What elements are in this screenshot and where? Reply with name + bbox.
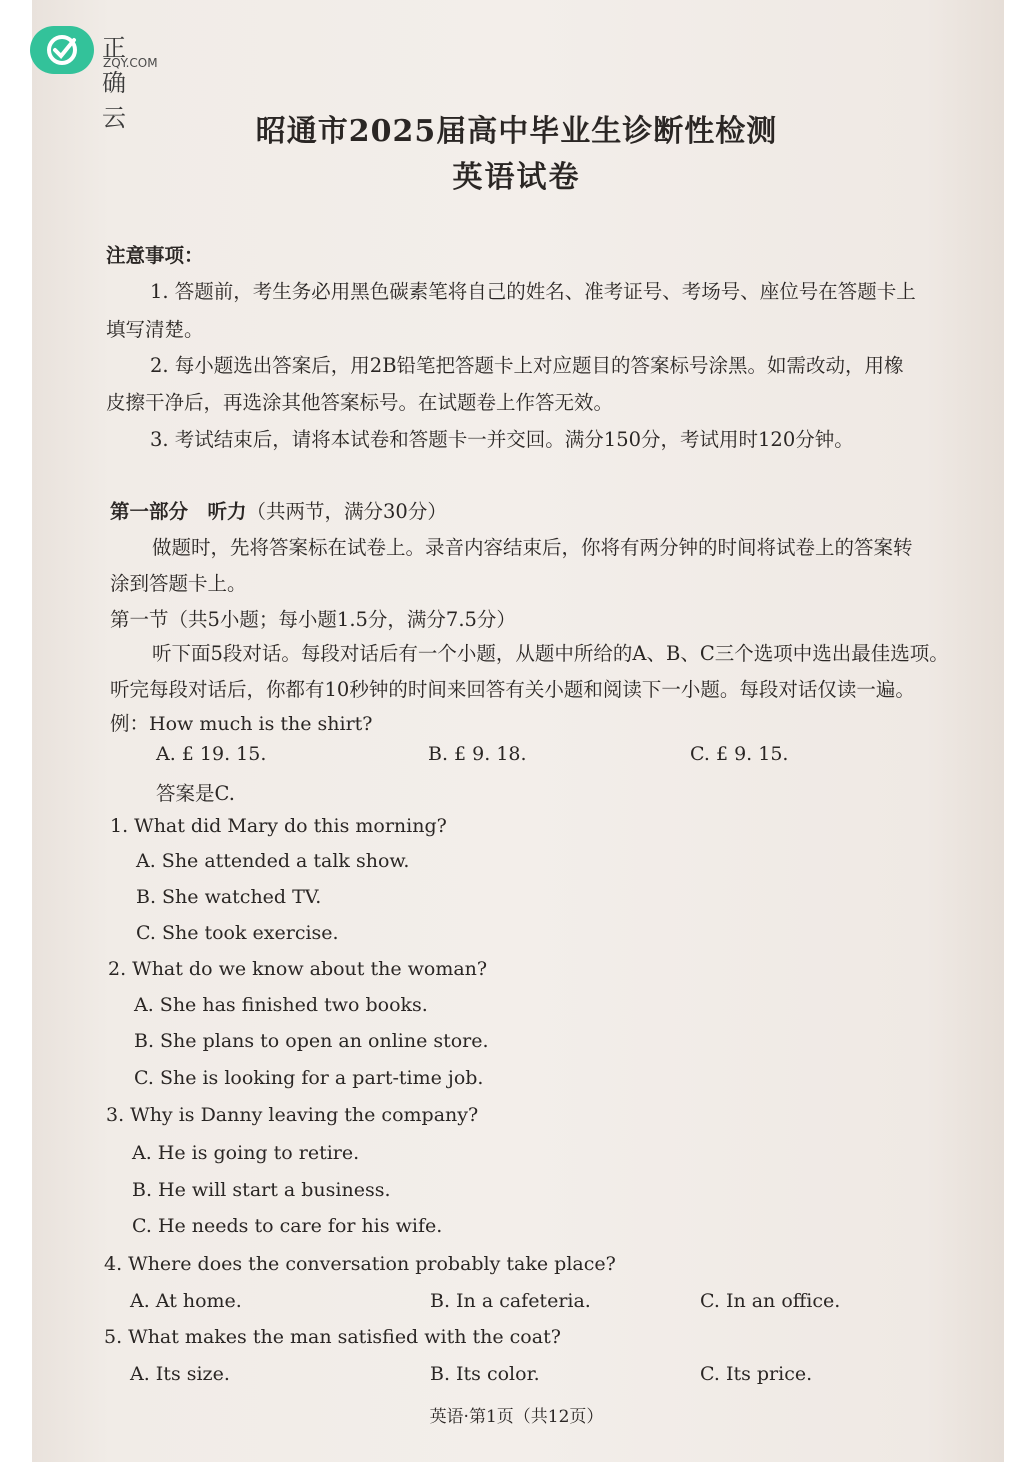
part1-heading-score: （共两节，满分30分） (246, 500, 447, 523)
question-2: 2. What do we know about the woman? (108, 958, 488, 980)
notice-item-1: 1. 答题前，考生务必用黑色碳素笔将自己的姓名、准考证号、考场号、座位号在答题卡上 (150, 280, 916, 303)
question-5-option-a: A. Its size. (130, 1363, 230, 1385)
question-3-option-c: C. He needs to care for his wife. (132, 1215, 443, 1237)
notice-item-2: 2. 每小题选出答案后，用2B铅笔把答题卡上对应题目的答案标号涂黑。如需改动，用橡 (150, 354, 904, 377)
question-5-option-b: B. Its color. (430, 1363, 540, 1385)
question-4-option-b: B. In a cafeteria. (430, 1290, 591, 1312)
example-label: 例： (110, 712, 150, 735)
part1-intro-cont: 涂到答题卡上。 (110, 572, 247, 595)
section1-instructions: 听下面5段对话。每段对话后有一个小题，从题中所给的A、B、C三个选项中选出最佳选项。 (152, 642, 949, 665)
notice-item-1-cont: 填写清楚。 (106, 318, 204, 341)
question-1-option-a: A. She attended a talk show. (136, 850, 410, 872)
question-4-option-a: A. At home. (130, 1290, 242, 1312)
question-4-option-c: C. In an office. (700, 1290, 841, 1312)
part1-heading (110, 496, 447, 524)
exam-subtitle: 英语试卷 (452, 160, 581, 195)
section1-heading: 第一节（共5小题；每小题1.5分，满分7.5分） (110, 608, 516, 631)
question-4: 4. Where does the conversation probably take place? (104, 1253, 616, 1275)
example-option-a: A. £ 19. 15. (156, 743, 267, 765)
logo-text-cn: 正确云 (102, 34, 127, 132)
exam-title: 昭通市2025届高中毕业生诊断性检测 (255, 114, 778, 149)
example-question (110, 708, 373, 736)
notice-item-3: 3. 考试结束后，请将本试卷和答题卡一并交回。满分150分，考试用时120分钟。 (150, 428, 854, 451)
question-3-option-b: B. He will start a business. (132, 1179, 391, 1201)
question-2-option-a: A. She has finished two books. (134, 994, 428, 1016)
question-5-option-c: C. Its price. (700, 1363, 813, 1385)
page-footer: 英语·第1页（共12页） (429, 1407, 604, 1427)
notice-heading: 注意事项： (106, 244, 204, 267)
question-3-option-a: A. He is going to retire. (132, 1142, 360, 1164)
example-option-c: C. £ 9. 15. (690, 743, 789, 765)
example-option-b: B. £ 9. 18. (428, 743, 527, 765)
question-1-option-b: B. She watched TV. (136, 886, 322, 908)
example-answer: 答案是C. (156, 782, 235, 805)
question-5: 5. What makes the man satisfied with the coat? (104, 1326, 561, 1348)
logo-badge (30, 26, 94, 74)
question-2-option-b: B. She plans to open an online store. (134, 1030, 489, 1052)
question-3: 3. Why is Danny leaving the company? (106, 1104, 479, 1126)
question-2-option-c: C. She is looking for a part-time job. (134, 1067, 484, 1089)
notice-item-2-cont: 皮擦干净后，再选涂其他答案标号。在试题卷上作答无效。 (106, 391, 614, 414)
example-question-text: How much is the shirt? (149, 713, 373, 735)
checkmark-icon (44, 32, 80, 68)
question-1: 1. What did Mary do this morning? (110, 815, 447, 837)
logo-text-en: ZQY.COM (103, 56, 158, 70)
part1-intro: 做题时，先将答案标在试卷上。录音内容结束后，你将有两分钟的时间将试卷上的答案转 (152, 536, 913, 559)
question-1-option-c: C. She took exercise. (136, 922, 339, 944)
part1-heading-title: 第一部分 听力 (110, 500, 247, 523)
section1-instructions-cont: 听完每段对话后，你都有10秒钟的时间来回答有关小题和阅读下一小题。每段对话仅读一遍。 (110, 678, 915, 701)
